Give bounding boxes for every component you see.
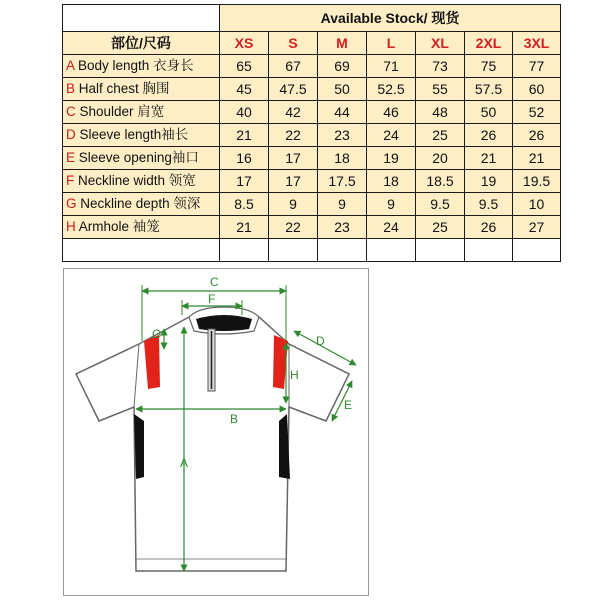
- table-cell: 24: [367, 216, 416, 239]
- row-label-text: Sleeve opening袖口: [75, 150, 199, 165]
- table-cell: 73: [416, 55, 465, 78]
- table-cell: 8.5: [220, 193, 269, 216]
- table-cell: 65: [220, 55, 269, 78]
- table-cell: 17: [269, 147, 318, 170]
- table-cell: 50: [318, 78, 367, 101]
- table-cell: 22: [269, 216, 318, 239]
- table-cell: 46: [367, 101, 416, 124]
- table-cell: 25: [416, 216, 465, 239]
- row-label-body-length: [63, 55, 220, 78]
- table-row: [63, 170, 561, 193]
- table-row: [63, 78, 561, 101]
- size-header-xs: XS: [220, 32, 269, 55]
- row-label-half-chest: [63, 78, 220, 101]
- table-cell: 67: [269, 55, 318, 78]
- row-letter: H: [66, 219, 76, 234]
- table-cell: 42: [269, 101, 318, 124]
- table-cell: 50: [465, 101, 513, 124]
- table-cell: [513, 239, 561, 262]
- table-cell: 55: [416, 78, 465, 101]
- row-label-neckline-depth: [63, 193, 220, 216]
- measure-label-c: C: [210, 275, 219, 289]
- stock-title: Available Stock/ 现货: [220, 5, 561, 32]
- table-cell: 27: [513, 216, 561, 239]
- row-label-sleeve-opening: [63, 147, 220, 170]
- row-label-sleeve-length: [63, 124, 220, 147]
- table-cell: 48: [416, 101, 465, 124]
- table-cell: 47.5: [269, 78, 318, 101]
- row-letter: C: [66, 104, 76, 119]
- table-cell: 69: [318, 55, 367, 78]
- table-cell: 52.5: [367, 78, 416, 101]
- row-letter: D: [66, 127, 76, 142]
- table-cell: 21: [220, 216, 269, 239]
- table-cell: 16: [220, 147, 269, 170]
- row-label-text: Neckline width 领宽: [74, 173, 196, 188]
- table-row: [63, 101, 561, 124]
- table-cell: 24: [367, 124, 416, 147]
- row-label-neckline-width: [63, 170, 220, 193]
- table-cell: 9.5: [465, 193, 513, 216]
- row-label-text: Body length 衣身长: [74, 58, 194, 73]
- row-label-armhole: [63, 216, 220, 239]
- table-cell: 75: [465, 55, 513, 78]
- table-cell: 9: [318, 193, 367, 216]
- row-label-text: Armhole 袖笼: [75, 219, 160, 234]
- table-cell: 21: [220, 124, 269, 147]
- table-cell: 17.5: [318, 170, 367, 193]
- table-cell: [465, 239, 513, 262]
- table-cell: 9.5: [416, 193, 465, 216]
- size-header-xl: XL: [416, 32, 465, 55]
- corner-cell: [63, 5, 220, 32]
- table-cell: 20: [416, 147, 465, 170]
- table-cell: 9: [367, 193, 416, 216]
- table-row: [63, 216, 561, 239]
- table-cell: 23: [318, 216, 367, 239]
- table-cell: 18.5: [416, 170, 465, 193]
- table-cell: 71: [367, 55, 416, 78]
- table-cell: 19.5: [513, 170, 561, 193]
- size-header-3xl: 3XL: [513, 32, 561, 55]
- table-cell: [416, 239, 465, 262]
- row-label-shoulder: [63, 101, 220, 124]
- row-letter: E: [66, 150, 76, 165]
- row-letter: B: [66, 81, 76, 96]
- table-cell: 18: [367, 170, 416, 193]
- table-cell: 26: [465, 216, 513, 239]
- table-row: [63, 239, 561, 262]
- table-cell: [318, 239, 367, 262]
- table-cell: [220, 239, 269, 262]
- row-label-text: Half chest 胸围: [75, 81, 170, 96]
- measure-label-e: E: [344, 398, 353, 412]
- table-cell: 17: [269, 170, 318, 193]
- collar-inner-black: [196, 315, 252, 331]
- table-cell: [367, 239, 416, 262]
- part-size-header: 部位/尺码: [63, 32, 220, 55]
- row-label-text: Neckline depth 领深: [76, 196, 201, 211]
- table-cell: 23: [318, 124, 367, 147]
- table-cell: 17: [220, 170, 269, 193]
- row-label-text: Shoulder 肩宽: [75, 104, 165, 119]
- garment-measurement-diagram: [63, 268, 369, 596]
- row-letter: A: [66, 58, 75, 73]
- table-row: [63, 193, 561, 216]
- measure-label-a: A: [180, 456, 189, 470]
- table-cell: 26: [465, 124, 513, 147]
- measure-label-d: D: [316, 334, 325, 348]
- table-cell: 9: [269, 193, 318, 216]
- table-cell: 52: [513, 101, 561, 124]
- table-cell: 10: [513, 193, 561, 216]
- measure-label-g: G: [152, 327, 162, 341]
- table-cell: 40: [220, 101, 269, 124]
- polo-shirt-illustration: [64, 269, 368, 595]
- row-letter: G: [66, 196, 77, 211]
- table-cell: 77: [513, 55, 561, 78]
- table-cell: 19: [465, 170, 513, 193]
- table-cell: 25: [416, 124, 465, 147]
- table-cell: 60: [513, 78, 561, 101]
- table-row: [63, 147, 561, 170]
- size-header-m: M: [318, 32, 367, 55]
- measure-label-f: F: [208, 292, 216, 306]
- table-row: [63, 55, 561, 78]
- row-label-text: Sleeve length袖长: [75, 127, 189, 142]
- table-cell: 18: [318, 147, 367, 170]
- table-cell: 22: [269, 124, 318, 147]
- table-cell: 45: [220, 78, 269, 101]
- table-cell: 57.5: [465, 78, 513, 101]
- table-cell: [269, 239, 318, 262]
- size-chart-table: [62, 4, 561, 262]
- size-header-l: L: [367, 32, 416, 55]
- size-header-2xl: 2XL: [465, 32, 513, 55]
- table-cell: 44: [318, 101, 367, 124]
- table-cell: [63, 239, 220, 262]
- table-cell: 21: [513, 147, 561, 170]
- table-cell: 26: [513, 124, 561, 147]
- table-cell: 19: [367, 147, 416, 170]
- row-letter: F: [66, 173, 75, 188]
- table-row: [63, 124, 561, 147]
- table-cell: 21: [465, 147, 513, 170]
- measure-label-b: B: [230, 412, 239, 426]
- measure-label-h: H: [290, 368, 299, 382]
- size-header-s: S: [269, 32, 318, 55]
